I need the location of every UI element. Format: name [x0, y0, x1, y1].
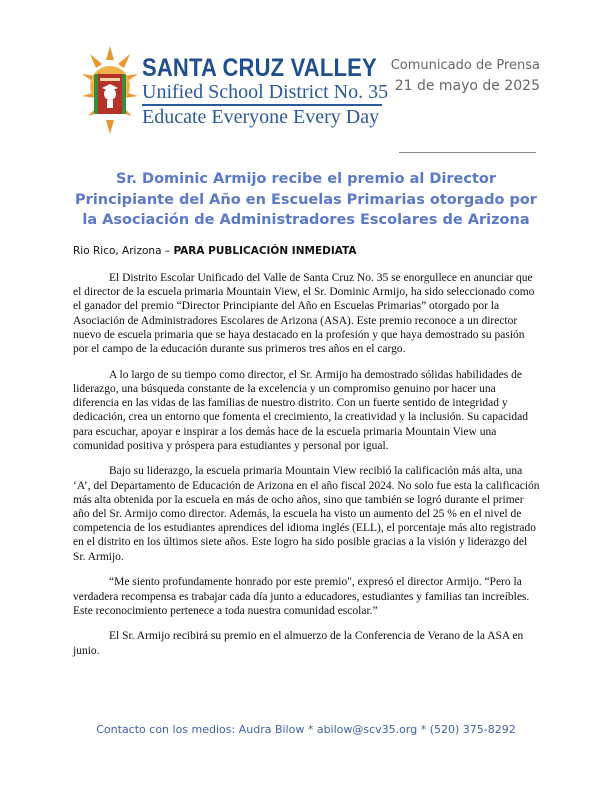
district-subtitle: Unified School District No. 35 — [142, 81, 389, 103]
paragraph-4: “Me siento profundamente honrado por este premio", expresó el director Armijo. “Pero la verdadera recompensa es trabajar cada día junto a educadores, estudiantes y familias tan increíbles. Este reconocimiento pertenece a toda nuestra comunidad escolar.” — [73, 576, 530, 617]
press-date: 21 de mayo de 2025 — [394, 78, 540, 94]
dateline — [73, 245, 357, 257]
paragraph-3: Bajo su liderazgo, la escuela primaria Mountain View recibió la calificación más alta, una ‘A’, del Departamento de Educación de Arizona en el año fiscal 2024. No solo fue esta la calificación más alta obtenida por la escuela en más de ocho años, sino que también se logró durante el primer año del Sr. Armijo como director. Además, la escuela ha visto un aumento del 25 % en el nivel de competencia de los estudiantes aprendices del idioma inglés (ELL), el porcentaje más alto registrado en el distrito en los últimos siete años. Este logro ha sido posible gracias a la visión y liderazgo del Sr. Armijo. — [73, 465, 540, 563]
paragraph-2: A lo largo de su tiempo como director, el Sr. Armijo ha demostrado sólidas habilidades de liderazgo, una búsqueda constante de la excelencia y un compromiso genuino por hacer una diferencia en las vidas de las familias de nuestro distrito. Con un fuerte sentido de integridad y dedicación, crea un entorno que fomenta el crecimiento, la creatividad y la inclusión. Su capacidad para escuchar, apoyar e inspirar a los demás hace de la escuela primaria Mountain View una comunidad positiva y próspera para estudiantes y personal por igual. — [73, 368, 529, 452]
press-divider — [399, 152, 536, 153]
press-info — [391, 55, 540, 97]
headline: Sr. Dominic Armijo recibe el premio al Director Principiante del Año en Escuelas Primarias otorgado por la Asociación de Administradores Escolares de Arizona — [75, 171, 537, 228]
district-tagline: Educate Everyone Every Day — [142, 106, 380, 128]
press-label: Comunicado de Prensa — [390, 58, 540, 73]
paragraph-1: El Distrito Escolar Unificado del Valle de Santa Cruz No. 35 se enorgullece en anunciar que el director de la escuela primaria Mountain View, el Sr. Dominic Armijo, ha sido seleccionado como el ganador del premio “Director Principiante del Año en Escuelas Primarias” otorgado por la Asociación de Administradores Escolares de Arizona (ASA). Este premio reconoce a un director nuevo de escuela primaria que se haya destacado en la profesión y que haya demostrado su pasión por el campo de la educación durante sus primeros tres años en el cargo. — [73, 272, 535, 356]
media-contact-footer: Contacto con los medios: Audra Bilow * abilow@scv35.org * (520) 375-8292 — [96, 723, 516, 736]
district-logo — [80, 44, 390, 136]
dateline-place: Rio Rico, Arizona – — [73, 245, 174, 257]
release-status: PARA PUBLICACIÓN INMEDIATA — [173, 245, 357, 257]
article-body — [73, 271, 541, 669]
sun-book-emblem-icon — [80, 44, 142, 136]
paragraph-5: El Sr. Armijo recibirá su premio en el almuerzo de la Conferencia de Verano de la ASA en junio. — [73, 630, 524, 657]
district-name: SANTA CRUZ VALLEY — [142, 54, 377, 82]
